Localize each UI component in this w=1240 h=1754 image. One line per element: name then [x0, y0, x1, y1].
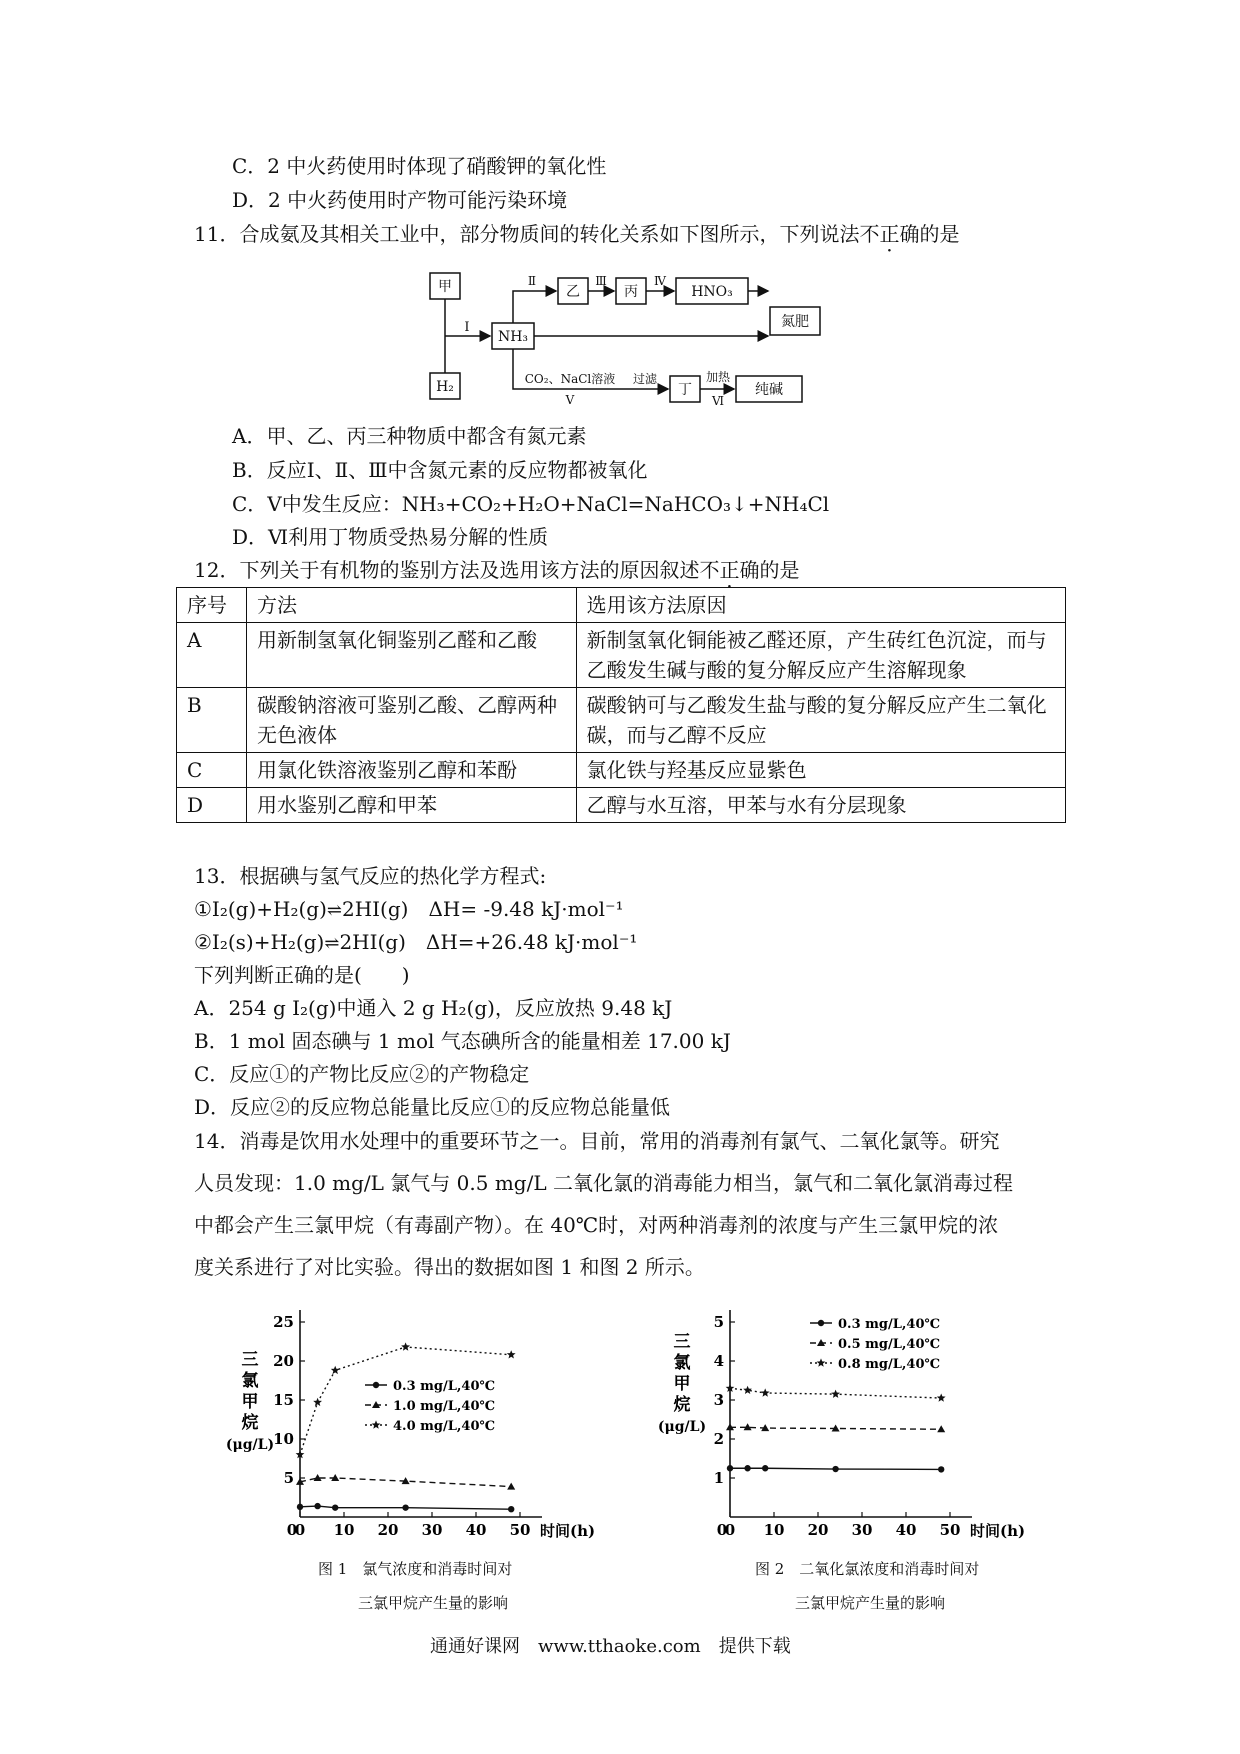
label-r2: Ⅱ: [527, 274, 537, 288]
table-row: [177, 623, 1066, 688]
data-point: [831, 1390, 840, 1398]
label-reagent: CO₂、NaCl溶液: [524, 372, 616, 386]
table-header-row: [177, 588, 1066, 623]
y-tick-label: 10: [273, 1430, 294, 1448]
y-tick-label: 2: [713, 1430, 724, 1448]
table-cell: A: [177, 623, 247, 688]
x-tick-label: 30: [421, 1521, 443, 1539]
data-point: [297, 1504, 303, 1510]
data-point: [762, 1465, 768, 1471]
data-point: [331, 1366, 340, 1374]
equilibrium-arrow-icon: ⇌: [326, 900, 342, 921]
x-tick-label: 0: [724, 1521, 736, 1539]
data-point: [761, 1388, 770, 1396]
data-point: [332, 1504, 338, 1510]
q11-option-c: C．Ⅴ中发生反应：NH₃+CO₂+H₂O+NaCl=NaHCO₃↓+NH₄Cl: [232, 492, 830, 516]
table-cell: 碳酸钠溶液可鉴别乙酸、乙醇两种无色液体: [246, 688, 576, 753]
table-cell: 碳酸钠可与乙酸发生盐与酸的复分解反应产生二氧化碳，而与乙醇不反应: [576, 688, 1065, 753]
x-tick-label: 20: [807, 1521, 829, 1539]
origin-label: 0: [716, 1521, 728, 1539]
node-jia: 甲: [438, 279, 452, 295]
series-2: [296, 1399, 515, 1490]
label-r3: Ⅲ: [595, 274, 607, 288]
x-tick-label: 20: [377, 1521, 399, 1539]
node-bing: 丙: [624, 284, 638, 300]
table-cell: 用水鉴别乙醇和甲苯: [246, 788, 576, 823]
q14-line: 中都会产生三氯甲烷（有毒副产物）。在 40℃时，对两种消毒剂的浓度与产生三氯甲烷的浓: [194, 1213, 999, 1237]
q11-option-d: D．Ⅵ利用丁物质受热易分解的性质: [232, 525, 549, 549]
q13-equation-1: ①I₂(g)+H₂(g)⇌2HI(g) ΔH= -9.48 kJ·mol⁻¹: [194, 897, 624, 921]
data-point: [507, 1483, 515, 1490]
y-axis-label-char: 烷: [673, 1395, 691, 1415]
label-r4: Ⅳ: [654, 274, 666, 288]
y-axis-label-char: 烷: [241, 1413, 259, 1433]
table-row: [177, 788, 1066, 823]
node-hno3: HNO₃: [691, 284, 733, 300]
y-tick-label: 15: [273, 1391, 294, 1409]
table-cell: D: [177, 788, 247, 823]
q13-option-d: D．反应②的反应物总能量比反应①的反应物总能量低: [194, 1095, 671, 1119]
figure-1-caption: 三氯甲烷产生量的影响: [358, 1594, 509, 1612]
table-cell: 氯化铁与羟基反应显紫色: [576, 753, 1065, 788]
data-point: [401, 1342, 410, 1350]
x-tick-label: 10: [333, 1521, 355, 1539]
q11-option-b: B．反应Ⅰ、Ⅱ、Ⅲ中含氮元素的反应物都被氧化: [232, 458, 648, 482]
y-axis-label-char: 氯: [673, 1353, 691, 1373]
y-tick-label: 5: [283, 1469, 294, 1487]
q12-table: [176, 587, 1066, 823]
y-axis-label-char: 三: [673, 1332, 691, 1352]
label-r1: Ⅰ: [464, 320, 470, 335]
y-axis-unit: (μg/L): [225, 1437, 275, 1453]
q13-stem: 13．根据碘与氢气反应的热化学方程式:: [194, 864, 547, 888]
data-point: [313, 1398, 322, 1406]
y-tick-label: 1: [713, 1469, 724, 1487]
y-tick-label: 20: [273, 1352, 294, 1370]
data-point: [508, 1506, 514, 1512]
y-axis-label-char: 甲: [241, 1392, 259, 1412]
node-ding: 丁: [678, 382, 692, 398]
series-2: [726, 1337, 945, 1432]
legend-label: 0.5 mg/L,40℃: [838, 1337, 941, 1352]
legend-marker: [372, 1420, 381, 1428]
label-heat: 加热: [705, 370, 731, 384]
q13-question: 下列判断正确的是( ): [194, 963, 410, 987]
q12-emphasis: 不正确: [699, 558, 760, 582]
q11-conversion-diagram: [420, 265, 840, 410]
data-point: [507, 1350, 516, 1358]
header-cell: 序号: [177, 588, 247, 623]
x-tick-label: 40: [895, 1521, 917, 1539]
table-cell: B: [177, 688, 247, 753]
table-cell: 乙醇与水互溶，甲苯与水有分层现象: [576, 788, 1065, 823]
x-tick-label: 30: [851, 1521, 873, 1539]
figure-2-chart: [650, 1295, 1070, 1555]
y-tick-label: 3: [713, 1391, 724, 1409]
q10-option-d: D．2 中火药使用时产物可能污染环境: [232, 188, 568, 212]
header-cell: 方法: [246, 588, 576, 623]
q14-line: 14．消毒是饮用水处理中的重要环节之一。目前，常用的消毒剂有氯气、二氧化氯等。研究: [194, 1129, 1000, 1153]
x-tick-label: 50: [939, 1521, 961, 1539]
y-axis-label-char: 甲: [673, 1374, 691, 1394]
data-point: [937, 1394, 946, 1402]
node-yi: 乙: [566, 284, 580, 300]
x-tick-label: 0: [294, 1521, 306, 1539]
data-point: [832, 1466, 838, 1472]
x-tick-label: 10: [763, 1521, 785, 1539]
table-row: [177, 688, 1066, 753]
data-point: [744, 1465, 750, 1471]
q11-option-a: A．甲、乙、丙三种物质中都含有氮元素: [232, 424, 587, 448]
y-tick-label: 25: [273, 1313, 294, 1331]
label-filter: 过滤: [632, 372, 658, 386]
q13-option-a: A．254 g I₂(g)中通入 2 g H₂(g)，反应放热 9.48 kJ: [194, 996, 673, 1020]
node-danfei: 氮肥: [781, 314, 809, 330]
legend-label: 1.0 mg/L,40℃: [393, 1399, 496, 1414]
q12-stem: 12．下列关于有机物的鉴别方法及选用该方法的原因叙述不正确的是: [194, 558, 800, 582]
legend-marker: [373, 1382, 379, 1388]
page-footer: 通通好课网 www.tthaoke.com 提供下载: [430, 1636, 791, 1657]
q13-equation-2: ②I₂(s)+H₂(g)⇌2HI(g) ΔH=+26.48 kJ·mol⁻¹: [194, 930, 638, 954]
figure-2-caption: 图 2 二氧化氯浓度和消毒时间对: [755, 1560, 980, 1578]
data-point: [937, 1425, 945, 1432]
origin-label: 0: [286, 1521, 298, 1539]
table-cell: 用氯化铁溶液鉴别乙醇和苯酚: [246, 753, 576, 788]
x-axis-label: 时间(h): [970, 1522, 1026, 1540]
node-nh3: NH₃: [497, 329, 529, 345]
y-axis-label-char: 氯: [241, 1371, 259, 1391]
label-r6: Ⅵ: [711, 394, 725, 408]
table-cell: 用新制氢氧化铜鉴别乙醛和乙酸: [246, 623, 576, 688]
label-r5: Ⅴ: [565, 393, 575, 407]
data-point: [938, 1466, 944, 1472]
legend-label: 0.3 mg/L,40℃: [838, 1317, 941, 1332]
table-row: [177, 753, 1066, 788]
x-tick-label: 50: [509, 1521, 531, 1539]
q13-option-c: C．反应①的产物比反应②的产物稳定: [194, 1062, 530, 1086]
q11-stem: 11．合成氨及其相关工业中，部分物质间的转化关系如下图所示，下列说法不正确的是: [194, 222, 960, 246]
legend-marker: [817, 1358, 826, 1366]
y-axis-label-char: 三: [241, 1350, 259, 1370]
node-h2: H₂: [436, 379, 454, 395]
header-cell: 选用该方法原因: [576, 588, 1065, 623]
q14-line: 度关系进行了对比实验。得出的数据如图 1 和图 2 所示。: [194, 1255, 705, 1279]
x-tick-label: 40: [465, 1521, 487, 1539]
legend-label: 4.0 mg/L,40℃: [393, 1419, 496, 1434]
node-chunjian: 纯碱: [755, 382, 783, 398]
y-tick-label: 5: [713, 1313, 724, 1331]
q14-line: 人员发现：1.0 mg/L 氯气与 0.5 mg/L 二氧化氯的消毒能力相当，氯气和二氧化氯消毒过程: [194, 1171, 1013, 1195]
table-cell: C: [177, 753, 247, 788]
figure-1-chart: [220, 1295, 600, 1555]
data-point: [314, 1503, 320, 1509]
table-cell: 新制氢氧化铜能被乙醛还原，产生砖红色沉淀，而与乙酸发生碱与酸的复分解反应产生溶解现象: [576, 623, 1065, 688]
q11-emphasis: 不正确: [859, 222, 920, 246]
y-tick-label: 4: [713, 1352, 724, 1370]
q13-option-b: B．1 mol 固态碘与 1 mol 气态碘所含的能量相差 17.00 kJ: [194, 1029, 731, 1053]
q10-option-c: C．2 中火药使用时体现了硝酸钾的氧化性: [232, 154, 607, 178]
figure-1-caption: 图 1 氯气浓度和消毒时间对: [318, 1560, 513, 1578]
data-point: [743, 1386, 752, 1394]
equilibrium-arrow-icon: ⇌: [324, 933, 340, 954]
data-point: [727, 1465, 733, 1471]
figure-2-caption: 三氯甲烷产生量的影响: [795, 1594, 946, 1612]
series-3: [726, 1357, 946, 1402]
legend-label: 0.8 mg/L,40℃: [838, 1357, 941, 1372]
legend-label: 0.3 mg/L,40℃: [393, 1379, 496, 1394]
data-point: [402, 1504, 408, 1510]
legend-marker: [818, 1320, 824, 1326]
y-axis-unit: (μg/L): [657, 1419, 707, 1435]
x-axis-label: 时间(h): [540, 1522, 596, 1540]
